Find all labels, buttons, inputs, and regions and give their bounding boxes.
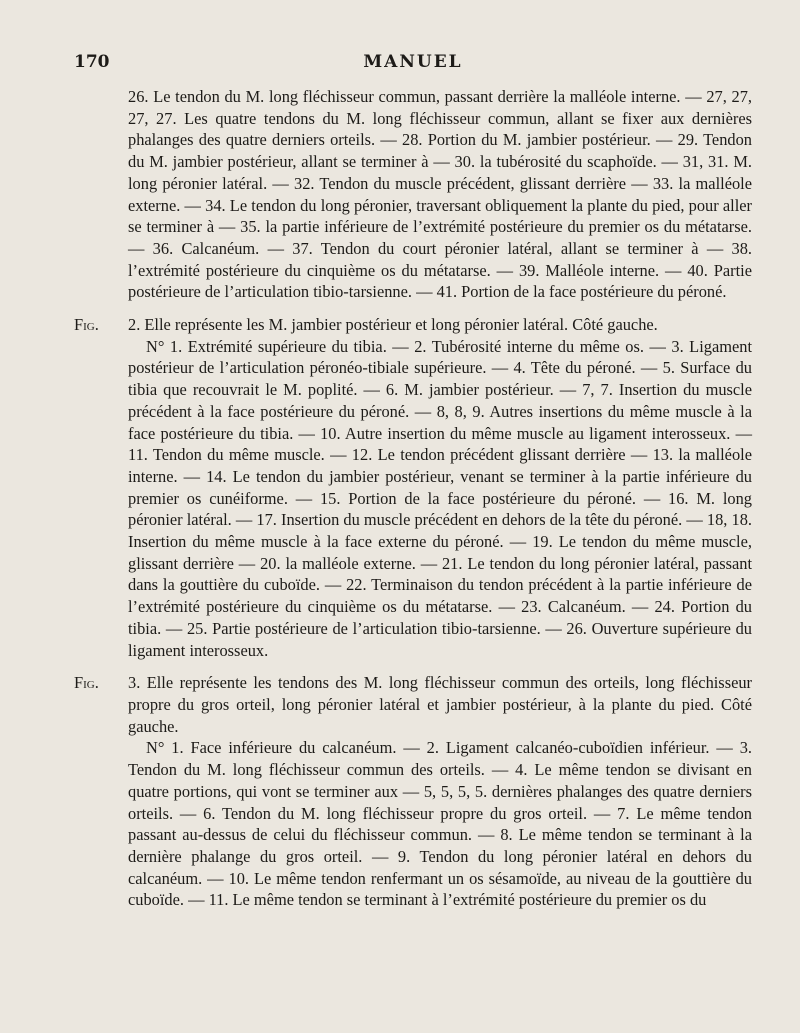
figure-3-legend	[74, 672, 752, 911]
figure-2-legend	[74, 314, 752, 661]
figure-2-label: Fig.	[74, 315, 99, 335]
paragraph-fig1-continuation: 26. Le tendon du M. long fléchisseur commun, passant derrière la malléole interne. — 27, 27, 27, 27. Les quatre tendons du M. long fléchisseur commun, allant se fixer aux dernières phalanges des quatre derniers orteils. — 28. Portion du M. jambier postérieur. — 29. Tendon du M. jambier postérieur, allant se terminer à — 30. la tubérosité du scaphoïde. — 31, 31. M. long péronier latéral. — 32. Tendon du muscle précédent, glissant derrière — 33. la malléole externe. — 34. Le tendon du long péronier, traversant obliquement la plante du pied, pour aller se terminer à — 35. la partie inférieure de l’extrémité postérieure du premier os du métatarse. — 36. Calcanéum. — 37. Tendon du court péronier latéral, allant se terminer à — 38. l’extrémité postérieure du cinquième os du métatarse. — 39. Malléole interne. — 40. Partie postérieure de l’articulation tibio-tarsienne. — 41. Portion de la face postérieure du péroné.	[128, 87, 752, 302]
figure-3-items: N° 1. Face inférieure du calcanéum. — 2. Ligament calcanéo-cuboïdien inférieur. — 3. Tendon du M. long fléchisseur commun des orteils. — 4. Le même tendon se divisant en quatre portions, qui vont se terminer aux — 5, 5, 5, 5. dernières phalanges des quatre derniers orteils. — 6. Tendon du M. long fléchisseur propre du gros orteil. — 7. Le même tendon passant au-dessus de celui du fléchisseur commun. — 8. Le même tendon se terminant à la dernière phalange du gros orteil. — 9. Tendon du long péronier latéral en dehors du calcanéum. — 10. Le même tendon renfermant un os sésamoïde, au niveau de la gouttière du cuboïde. — 11. Le même tendon se terminant à l’extrémité postérieure du premier os du	[128, 738, 752, 910]
figure-3-label: Fig.	[74, 673, 99, 693]
figure-2-items: N° 1. Extrémité supérieure du tibia. — 2. Tubérosité interne du même os. — 3. Ligament postérieur de l’articulation péronéo-tibiale supérieure. — 4. Tête du péroné. — 5. Surface du tibia que recouvrait le M. poplité. — 6. M. jambier postérieur. — 7, 7. Insertion du muscle précédent à la face postérieure du péroné. — 8, 8, 9. Autres insertions du même muscle à la face postérieure du tibia. — 10. Autre insertion du même muscle au ligament interosseux. — 11. Tendon du même muscle. — 12. Le tendon précédent glissant derrière — 13. la malléole interne. — 14. Le tendon du jambier postérieur, venant se terminer à la partie inférieure du premier os cunéiforme. — 15. Portion de la face postérieure du péroné. — 16. M. long péronier latéral. — 17. Insertion du muscle précédent en dehors de la tête du péroné. — 18, 18. Insertion du même muscle à la face externe du péroné. — 19. Le tendon du même muscle, glissant derrière — 20. la malléole externe. — 21. Le tendon du long péronier latéral, passant dans la gouttière du cuboïde. — 22. Terminaison du tendon précédent à la partie inférieure de l’extrémité postérieure du cinquième os du métatarse. — 23. Calcanéum. — 24. Portion du tibia. — 25. Partie postérieure de l’articulation tibio-tarsienne. — 26. Ouverture supérieure du ligament interosseux.	[128, 336, 752, 660]
page-number: 170	[74, 52, 110, 72]
page-header	[74, 52, 752, 80]
figure-2-intro: 2. Elle représente les M. jambier postérieur et long péronier latéral. Côté gauche.	[128, 315, 658, 335]
page-body	[74, 86, 752, 911]
running-title: MANUEL	[363, 52, 463, 72]
figure-3-intro: 3. Elle représente les tendons des M. long fléchisseur commun des orteils, long fléchisseur propre du gros orteil, long péronier latéral et jambier postérieur, à la plante du pied. Côté gauche.	[128, 673, 752, 736]
